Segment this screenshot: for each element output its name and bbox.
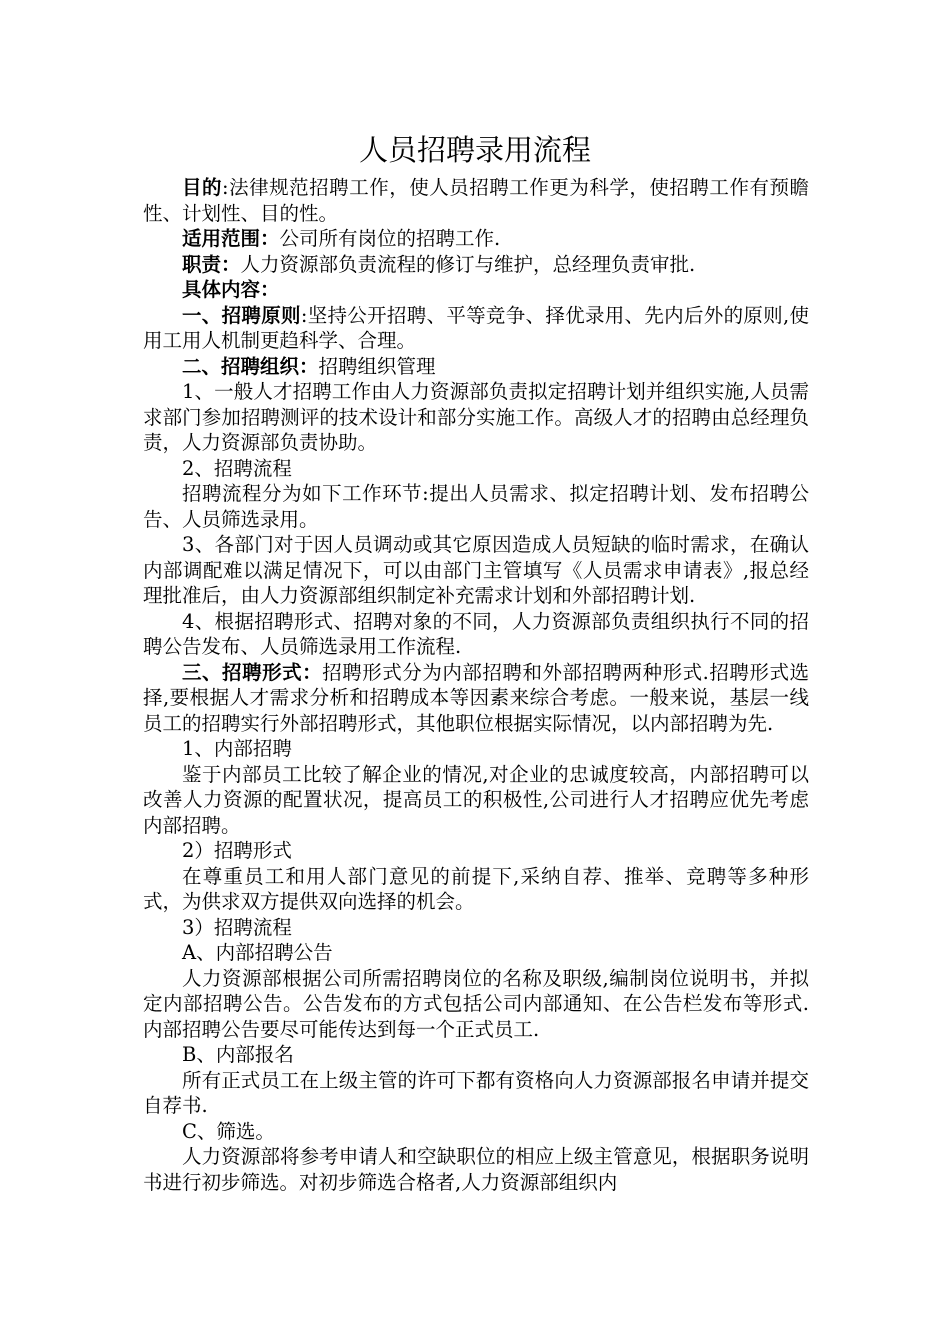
paragraph: [143, 277, 809, 303]
paragraph-text: C、筛选。: [182, 1119, 275, 1143]
paragraph: [143, 864, 809, 915]
paragraph-heading: 二、招聘组织：: [182, 354, 319, 378]
paragraph-heading: 职责：: [182, 252, 241, 276]
paragraph: [143, 609, 809, 660]
paragraph: [143, 226, 809, 252]
paragraph-text: 2、招聘流程: [182, 456, 292, 480]
paragraph-text: 人力资源部根据公司所需招聘岗位的名称及职级,编制岗位说明书，并拟定内部招聘公告。公告发布的方式包括公司内部通知、在公告栏发布等形式.内部招聘公告要尽可能传达到每一个正式员工.: [143, 966, 809, 1041]
paragraph: [143, 1144, 809, 1195]
paragraph-text: 招聘组织管理: [318, 354, 436, 378]
paragraph-text: 3、各部门对于因人员调动或其它原因造成人员短缺的临时需求，在确认内部调配难以满足情况下，可以由部门主管填写《人员需求申请表》,报总经理批准后，由人力资源部组织制定补充需求计划和外部招聘计划.: [143, 533, 809, 607]
paragraph: [143, 379, 809, 456]
paragraph: [143, 252, 809, 278]
paragraph: [143, 838, 809, 864]
paragraph: [143, 915, 809, 941]
paragraph: [143, 303, 809, 354]
paragraph: [143, 762, 809, 839]
paragraph-heading: 一、招聘原则: [182, 303, 301, 327]
paragraph: [143, 1068, 809, 1119]
paragraph-text: 所有正式员工在上级主管的许可下都有资格向人力资源部报名申请并提交自荐书.: [143, 1068, 809, 1117]
paragraph-text: 人力资源部将参考申请人和空缺职位的相应上级主管意见，根据职务说明书进行初步筛选。对初步筛选合格者,人力资源部组织内: [143, 1145, 809, 1194]
paragraph: [143, 966, 809, 1043]
paragraph-text: :坚持公开招聘、平等竞争、择优录用、先内后外的原则,使用工用人机制更趋科学、合理。: [143, 303, 809, 352]
paragraph-text: 2）招聘形式: [182, 839, 292, 862]
paragraph: [143, 175, 809, 226]
paragraph-text: 鉴于内部员工比较了解企业的情况,对企业的忠诚度较高，内部招聘可以改善人力资源的配置状况，提高员工的积极性,公司进行人才招聘应优先考虑内部招聘。: [143, 762, 809, 837]
paragraph: [143, 354, 809, 380]
paragraph: [143, 660, 809, 737]
paragraph-text: 1、内部招聘: [182, 737, 292, 760]
paragraph-text: 4、根据招聘形式、招聘对象的不同，人力资源部负责组织执行不同的招聘公告发布、人员筛选录用工作流程.: [143, 609, 809, 658]
paragraph-text: 招聘流程分为如下工作环节:提出人员需求、拟定招聘计划、发布招聘公告、人员筛选录用。: [143, 482, 809, 531]
paragraph-heading: 具体内容：: [182, 278, 280, 301]
document-body: [143, 175, 809, 1195]
paragraph-text: 公司所有岗位的招聘工作.: [279, 227, 501, 250]
document-title: 人员招聘录用流程: [358, 133, 591, 167]
paragraph-text: 3）招聘流程: [182, 915, 292, 939]
paragraph: [143, 940, 809, 966]
paragraph-text: 在尊重员工和用人部门意见的前提下,采纳自荐、推举、竞聘等多种形式，为供求双方提供双向选择的机会。: [143, 864, 809, 913]
paragraph-text: 1、一般人才招聘工作由人力资源部负责拟定招聘计划并组织实施,人员需求部门参加招聘测评的技术设计和部分实施工作。高级人才的招聘由总经理负责，人力资源部负责协助。: [143, 380, 809, 454]
paragraph-heading: 目的: [182, 176, 223, 199]
paragraph-heading: 适用范围：: [182, 227, 280, 250]
paragraph: [143, 736, 809, 762]
paragraph-heading: 三、招聘形式：: [182, 660, 323, 684]
paragraph: [143, 456, 809, 482]
paragraph-text: A、内部招聘公告: [182, 941, 333, 964]
paragraph-text: :法律规范招聘工作，使人员招聘工作更为科学，使招聘工作有预瞻性、计划性、目的性。: [143, 176, 809, 225]
paragraph-text: 招聘形式分为内部招聘和外部招聘两种形式.招聘形式选择,要根据人才需求分析和招聘成本等因素来综合考虑。一般来说，基层一线员工的招聘实行外部招聘形式，其他职位根据实际情况，以内部招聘为先.: [143, 660, 809, 735]
paragraph: [143, 532, 809, 609]
paragraph: [143, 481, 809, 532]
paragraph: [143, 1119, 809, 1145]
paragraph-text: B、内部报名: [182, 1043, 294, 1066]
paragraph: [143, 1042, 809, 1068]
paragraph-text: 人力资源部负责流程的修订与维护，总经理负责审批.: [240, 252, 696, 276]
